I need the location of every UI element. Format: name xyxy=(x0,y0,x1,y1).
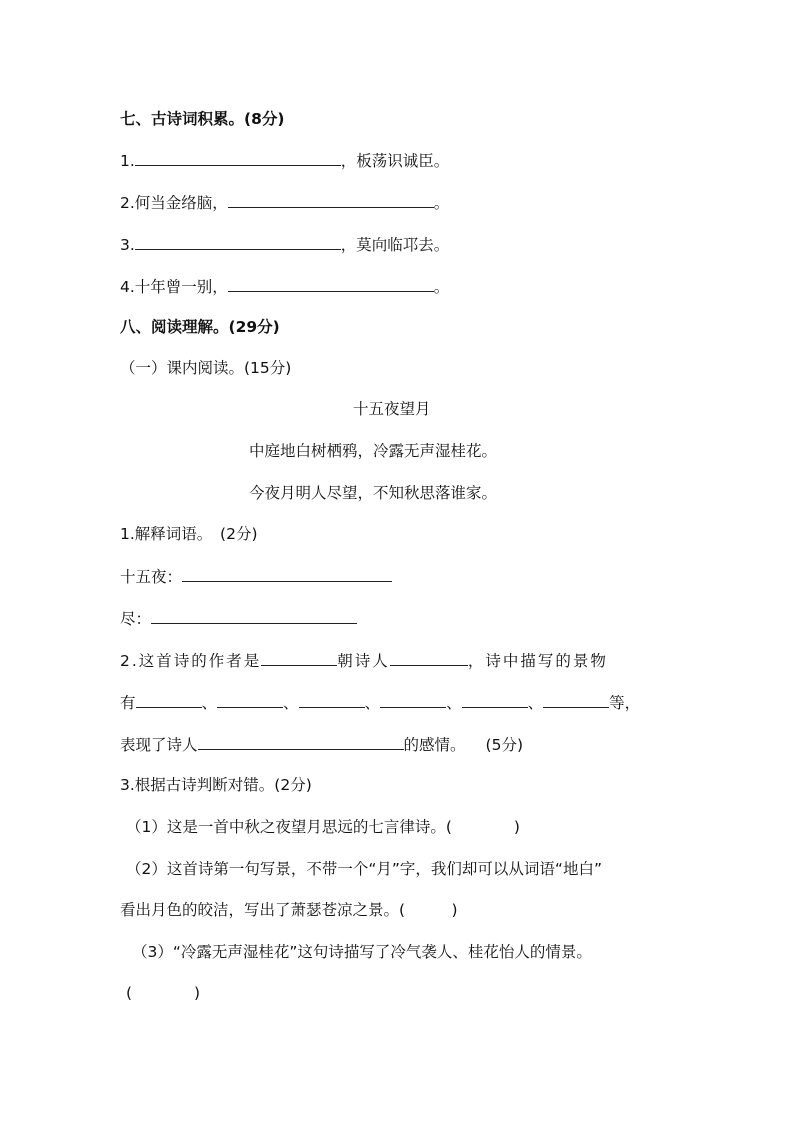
question-line xyxy=(120,191,449,214)
answer-blank[interactable] xyxy=(217,691,283,708)
judgement-item-continued[interactable]: ( ) xyxy=(126,984,201,1002)
answer-blank[interactable] xyxy=(380,691,446,708)
question-line xyxy=(120,649,608,672)
question-suffix: ，莫向临邛去。 xyxy=(340,236,450,254)
question-prefix: 1. xyxy=(120,152,135,170)
question-line xyxy=(120,275,449,298)
answer-blank[interactable] xyxy=(390,649,468,666)
question-suffix: 。 xyxy=(433,194,450,212)
question-prefix: 2.何当金络脑， xyxy=(120,194,228,212)
judgement-item: （2）这首诗第一句写景，不带一个“月”字，我们却可以从词语“地白” xyxy=(126,860,602,878)
question-prefix: 3. xyxy=(120,236,135,254)
answer-blank[interactable] xyxy=(135,149,341,166)
question-title: 3.根据古诗判断对错。(2分) xyxy=(120,776,312,794)
question-suffix: ，板荡识诚臣。 xyxy=(340,152,450,170)
answer-blank[interactable] xyxy=(228,191,434,208)
answer-blank[interactable] xyxy=(462,691,528,708)
poem-line: 中庭地白树栖鸦，冷露无声湿桂花。 xyxy=(249,442,498,460)
separator: 、 xyxy=(364,694,381,712)
question-text: ，诗中描写的景物 xyxy=(467,652,608,670)
question-line xyxy=(120,733,523,756)
score-label: (5分) xyxy=(485,736,523,754)
answer-blank[interactable] xyxy=(228,275,434,292)
question-text: 朝诗人 xyxy=(337,652,390,670)
judgement-item[interactable]: （1）这是一首中秋之夜望月思远的七言律诗。( ) xyxy=(126,818,520,836)
question-line xyxy=(120,607,357,630)
question-text: 的感情。 xyxy=(403,736,466,754)
separator: 、 xyxy=(527,694,544,712)
question-text: 有 xyxy=(120,694,136,712)
question-text: 表现了诗人 xyxy=(120,736,198,754)
question-line xyxy=(120,233,449,256)
question-suffix: 。 xyxy=(433,278,450,296)
judgement-item-continued[interactable]: 看出月色的皎洁，写出了萧瑟苍凉之景。( ) xyxy=(120,901,458,919)
poem-line: 今夜月明人尽望，不知秋思落谁家。 xyxy=(249,484,498,502)
separator: 、 xyxy=(446,694,462,712)
answer-blank[interactable] xyxy=(261,649,337,666)
term-label: 尽： xyxy=(120,610,152,628)
term-label: 十五夜： xyxy=(120,568,183,586)
answer-blank[interactable] xyxy=(299,691,365,708)
answer-blank[interactable] xyxy=(151,607,357,624)
answer-blank[interactable] xyxy=(136,691,202,708)
question-prefix: 4.十年曾一别， xyxy=(120,278,228,296)
separator: 、 xyxy=(201,694,218,712)
question-text: 2.这首诗的作者是 xyxy=(120,652,262,670)
answer-blank[interactable] xyxy=(135,233,341,250)
question-line xyxy=(120,691,640,714)
question-line xyxy=(120,565,392,588)
subsection-title: （一）课内阅读。(15分) xyxy=(120,359,292,377)
answer-blank[interactable] xyxy=(198,733,404,750)
judgement-item: （3）“冷露无声湿桂花”这句诗描写了冷气袭人、桂花怡人的情景。 xyxy=(132,943,592,961)
poem-title: 十五夜望月 xyxy=(353,400,431,418)
question-line xyxy=(120,149,449,172)
question-text: 等， xyxy=(609,694,641,712)
question-title: 1.解释词语。 (2分) xyxy=(120,525,258,543)
section8-title: 八、阅读理解。(29分) xyxy=(120,318,280,336)
answer-blank[interactable] xyxy=(543,691,609,708)
section7-title: 七、古诗词积累。(8分) xyxy=(120,110,285,128)
separator: 、 xyxy=(283,694,299,712)
answer-blank[interactable] xyxy=(182,565,392,582)
